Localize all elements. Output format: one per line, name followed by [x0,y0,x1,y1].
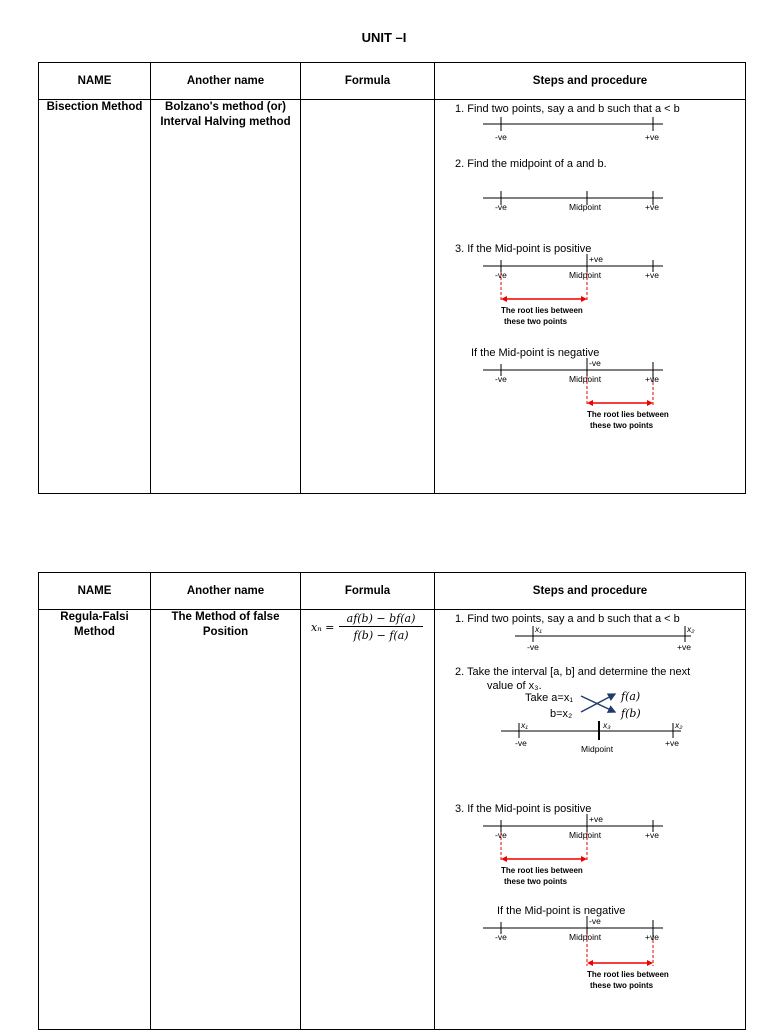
method-name: Bisection Method [39,100,151,494]
page-title: UNIT –I [361,30,407,45]
step-1: 1. Find two points, say a and b such that a < b [455,613,680,625]
step-3: 3. If the Mid-point is positive [455,243,592,255]
step-4: If the Mid-point is negative [497,905,626,917]
root-note: The root lies between these two points [501,866,583,886]
root-note: The root lies between these two points [501,306,583,326]
steps-cell: 1. Find two points, say a and b such that a < b x₁ x₂ -ve +ve 2. Take the interval [a, b] and determine the next value of x₃. Take a=x₁ b=x₂ f(a) f(b) x₁ x₃ x₂ -ve Midpoint +ve 3. If the Mid-point is positive +ve -ve Midpoint +ve The root lies between these two points If the Mid-point is negative -ve -ve Midpoint +ve The root lies between these two points [435,610,746,1030]
header-steps: Steps and procedure [435,63,746,100]
method-formula: xₙ = af(b) − bf(a) f(b) − f(a) [301,610,435,1030]
header-another-name: Another name [151,573,301,610]
step-2: 2. Find the midpoint of a and b. [455,158,607,170]
bisection-table [38,62,746,494]
header-another-name: Another name [151,63,301,100]
header-formula: Formula [301,573,435,610]
method-name: Regula-Falsi Method [39,610,151,1030]
regula-falsi-table [38,572,746,1030]
header-formula: Formula [301,63,435,100]
method-another-name: The Method of false Position [151,610,301,1030]
step-3: 3. If the Mid-point is positive [455,803,592,815]
method-another-name: Bolzano's method (or) Interval Halving method [151,100,301,494]
steps-cell: 1. Find two points, say a and b such that a < b -ve +ve 2. Find the midpoint of a and b. -ve Midpoint +ve 3. If the Mid-point is positive +ve -ve Midpoint +ve The root lies between these two points If the Mid-point is negative -ve -ve Midpoint +ve The root lies between these two points [435,100,746,494]
step-1: 1. Find two points, say a and b such that a < b [455,103,680,115]
header-name: NAME [39,63,151,100]
root-note: The root lies between these two points [587,970,669,990]
method-formula [301,100,435,494]
header-steps: Steps and procedure [435,573,746,610]
header-name: NAME [39,573,151,610]
step-4: If the Mid-point is negative [471,347,600,359]
root-note: The root lies between these two points [587,410,669,430]
step-2: 2. Take the interval [a, b] and determine the next [455,666,691,678]
